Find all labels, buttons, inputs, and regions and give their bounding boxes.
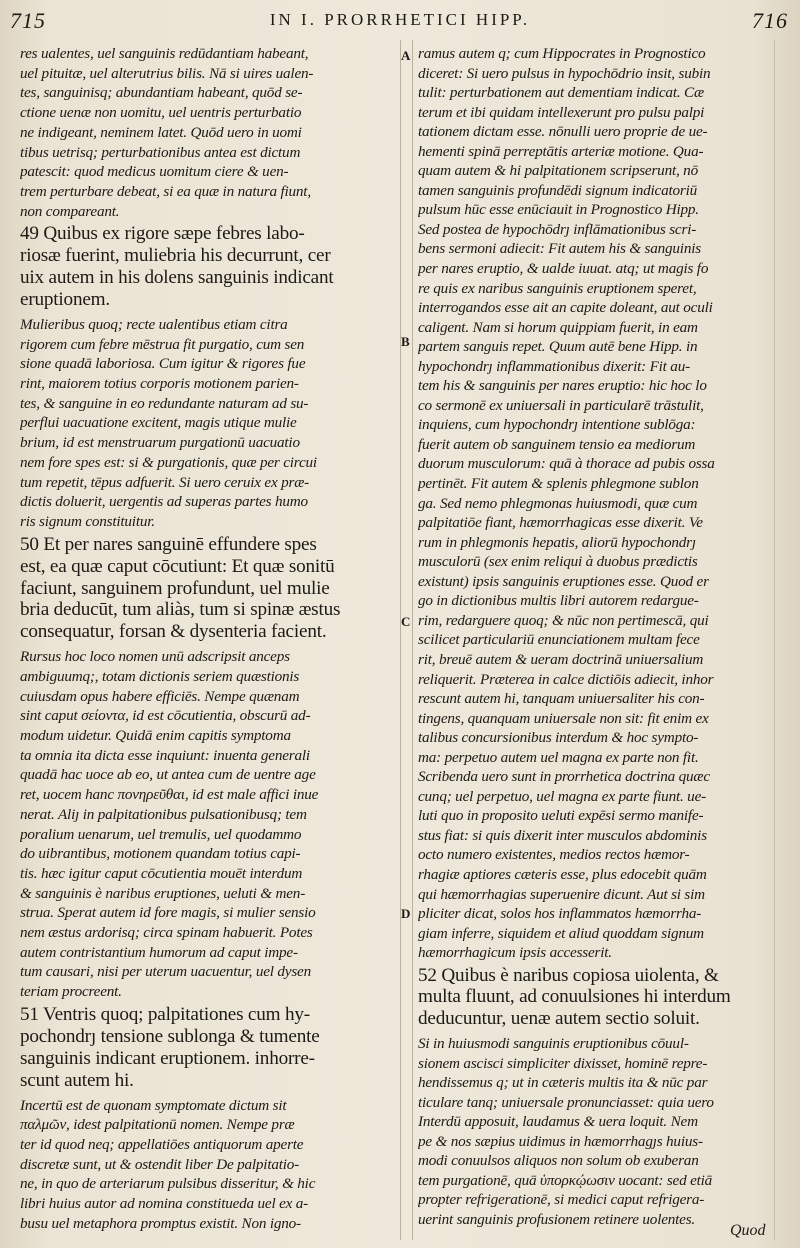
text-line: tamen sanguinis profundēdi signum indicatoriū — [418, 181, 697, 199]
text-line: Interdū apposuit, laudamus & uera loquit. Nem — [418, 1113, 698, 1131]
text-line: faciunt, sanguinem profundunt, uel mulie — [20, 577, 330, 599]
text-line: patescit: quod medicus uomitum ciere & uen- — [20, 163, 289, 181]
running-head: IN I. PRORRHETICI HIPP. — [269, 10, 531, 29]
text-line: rhagiæ aptiores cæteris esse, plus edocebit quām — [418, 865, 707, 883]
text-line: rigorem cum febre mēstrua fit purgatio, cum sen — [20, 335, 305, 353]
text-line: palpitatiōe fiant, hæmorrhagicas esse dixerit. Ve — [418, 514, 703, 532]
text-line: tationem dictam esse. nōnulli uero proprie de ue- — [418, 123, 708, 141]
text-line: duorum musculorum: quā à thorace ad pubis ossa — [418, 455, 715, 473]
text-line: do uibrantibus, motionem quandam totius capi- — [20, 845, 301, 863]
text-line: Mulieribus quoq; recte ualentibus etiam citra — [20, 315, 288, 333]
text-line: ambiguumq;, totam dictionis seriem quæstionis — [20, 667, 300, 685]
text-line: propter refrigerationē, si medici caput refrigera- — [418, 1191, 705, 1209]
text-line: diceret: Si uero pulsus in hypochōdrio insit, subin — [418, 64, 711, 82]
margin-rule — [774, 40, 775, 1240]
left-column — [20, 44, 394, 1233]
text-line: riosæ fuerint, muliebria his decurrunt, cer — [20, 245, 331, 267]
text-line: Sed postea de hypochōdrȷ inflāmationibus scri- — [418, 220, 697, 238]
text-line: cuiusdam opus habere efficiēs. Nempe quænam — [20, 687, 300, 705]
text-line: autem contristantium humorum ad caput impe- — [20, 943, 298, 961]
text-line: rum in phlegmonis hepatis, aliorū hypochondrȷ — [418, 533, 696, 551]
page-number-right: 716 — [752, 8, 788, 33]
text-line: Si in huiusmodi sanguinis eruptionibus cōuul- — [418, 1034, 689, 1052]
text-line: deducuntur, uenæ autem sectio soluit. — [418, 1008, 700, 1030]
text-line: nem æstus ardorisq; circa spinam habuerit. Potes — [20, 924, 313, 942]
page-header — [0, 0, 800, 42]
text-line: bens sermoni adiecit: Fit autem his & sanguinis — [418, 240, 701, 258]
text-line: modum uidetur. Quidā enim capitis symptoma — [20, 727, 291, 745]
text-line: ret, uocem hanc πονηρεῦθαι, id est male affici inue — [20, 786, 319, 804]
text-line: scilicet particulariū enunciationem multam fece — [418, 631, 700, 649]
text-line: pertinēt. Fit autem & splenis phlegmone sublon — [418, 475, 699, 493]
text-line: tingens, quanquam uniuersale non sit: fit enim ex — [418, 709, 709, 727]
left-paragraph-2 — [20, 315, 394, 532]
text-line: quadā hac uoce ab eo, ut antea cum de uentre age — [20, 766, 316, 784]
column-rule-left — [400, 40, 402, 1240]
text-line: cunq; uel perpetuo, uel magna ex parte fiunt. ue- — [418, 787, 706, 805]
margin-marker-b: B — [401, 334, 410, 349]
text-line: rim, redarguere quoq; & nūc non pertimescā, qui — [418, 611, 709, 629]
text-line: terum et ibi quidam intellexerunt pro pulsu palpi — [418, 103, 705, 121]
text-line: stus fiat: si quis dixerit inter musculos abdominis — [418, 826, 707, 844]
lemma-49 — [20, 223, 394, 311]
text-line: fuerit autem ob sanguinem tensio ea mediorum — [418, 435, 696, 453]
lemma-50 — [20, 534, 394, 644]
text-line: & sanguinis è naribus eruptiones, ueluti & men- — [20, 884, 306, 902]
text-line: nem fore spes est: si & purgationis, quæ per circui — [20, 453, 317, 471]
text-line: tes, sanguinisq; abundantiam habeant, quōd se- — [20, 84, 303, 102]
text-line: strua. Sperat autem id fore magis, si mulier sensio — [20, 904, 316, 922]
text-line: giam inferre, siquidem et aliud quoddam signum — [418, 924, 704, 942]
text-line: pochondrȷ tensione sublonga & tumente — [20, 1025, 320, 1047]
text-line: non compareant. — [20, 202, 120, 220]
text-line: quam autem & hi palpitationem scripserunt, nō — [418, 162, 698, 180]
text-line: musculorū (sex enim reliqui à duobus prædictis — [418, 553, 698, 571]
text-line: ter id quod neq; appellatiōes antiquorum aperte — [20, 1135, 304, 1153]
text-line: uerint sanguinis profusionem retinere uolentes. — [418, 1210, 696, 1228]
text-line: tis. hæc igitur caput cōcutientia mouēt interdum — [20, 864, 303, 882]
text-line: res ualentes, uel sanguinis redūdantiam habeant, — [20, 45, 309, 62]
text-line: rint, maiorem totius corporis motionem parien- — [20, 375, 299, 393]
text-line: scunt autem hi. — [20, 1069, 134, 1091]
text-line: nerat. Aliȷ in palpitationibus pulsationibusq; tem — [20, 805, 307, 823]
lemma-52 — [418, 965, 764, 1030]
text-line: tes, & sanguine in eo redundante naturam ad su- — [20, 394, 309, 412]
text-line: tulit: perturbationem aut dementiam indicat. Cæ — [418, 84, 704, 102]
text-line: pliciter dicat, solos hos inflammatos hæmorrha- — [418, 905, 702, 923]
text-line: ne indigeant, neminem latet. Quōd uero in uomi — [20, 123, 302, 141]
right-paragraph-1 — [418, 44, 764, 963]
text-line: tem purgationē, quā ὑπορκῴωσιν uocant: sed etiā — [418, 1171, 713, 1189]
text-line: multa fluunt, ad conuulsiones hi interdum — [418, 986, 731, 1008]
text-line: octo numero existentes, medios rectos hæmor- — [418, 846, 690, 864]
text-line: trem perturbare debeat, si ea quæ in natura fiunt, — [20, 182, 311, 200]
text-line: 52 Quibus è naribus copiosa uiolenta, & — [418, 964, 719, 986]
text-line: dictis doluerit, uergentis ad superas partes humo — [20, 493, 308, 511]
text-line: inquiens, cum hypochondrȷ intentione sublōga: — [418, 416, 696, 434]
left-paragraph-4 — [20, 1096, 394, 1234]
text-line: discretæ sunt, ut & ostendit liber De palpitatio- — [20, 1155, 300, 1173]
text-line: sione quadā laboriosa. Cum igitur & rigores fue — [20, 355, 306, 373]
text-line: ticulare tanq; uniuersale pronunciasset: quia uero — [418, 1093, 714, 1111]
text-line: Scribenda uero sunt in prorrhetica doctrina quæc — [418, 768, 710, 786]
margin-marker-c: C — [401, 614, 411, 629]
text-line: hendissemus q; ut in cæteris multis ita & nūc par — [418, 1074, 708, 1092]
text-line: tum repetit, tēpus adfuerit. Si uero ceruix ex præ- — [20, 473, 309, 491]
text-line: per nares eruptio, & ualde iuuat. atq; ut magis fo — [418, 260, 709, 278]
text-line: sanguinis indicant eruptionem. inhorre- — [20, 1047, 315, 1069]
text-line: ne, in quo de arteriarum pulsibus disseritur, & hic — [20, 1175, 316, 1193]
text-line: busu uel metaphora promptus existit. Non igno- — [20, 1214, 301, 1232]
text-line: co sermonē ex uniuersali in particularē trāstulit, — [418, 396, 704, 414]
text-line: hypochondrȷ inflammationibus dixerit: Fit au- — [418, 357, 690, 375]
text-line: existunt) ipsis sanguinis eruptiones esse. Quod er — [418, 572, 709, 590]
text-line: consequatur, forsan & dysenteria facient. — [20, 621, 327, 643]
text-line: est, ea quæ caput cōcutiunt: Et quæ sonitū — [20, 555, 335, 577]
text-line: talibus concursionibus interdum & hoc sympto- — [418, 729, 699, 747]
text-line: caligent. Nam si horum quippiam fuerit, in eam — [418, 318, 698, 336]
text-line: ma: perpetuo autem uel magna ex parte non fit. — [418, 748, 699, 766]
text-line: poralium uenarum, uel tremulis, uel quodammo — [20, 825, 302, 843]
text-line: perflui uacuatione excitent, magis utique mulie — [20, 414, 297, 432]
text-line: 50 Et per nares sanguinē effundere spes — [20, 533, 317, 555]
text-line: 51 Ventris quoq; palpitationes cum hy- — [20, 1003, 310, 1025]
right-column — [418, 44, 764, 1229]
text-line: eruptionem. — [20, 289, 110, 311]
text-line: tibus uetrisq; perturbationibus antea est dictum — [20, 143, 301, 161]
text-line: hementi spinā perreptātis arteriæ motione. Qua- — [418, 142, 704, 160]
text-line: Incertū est de quonam symptomate dictum sit — [20, 1096, 287, 1114]
text-line: pe & nos sæpius uidimus in hæmorrhagȷs huius- — [418, 1132, 703, 1150]
text-line: rescunt autem hi, tanquam uniuersaliter his con- — [418, 690, 705, 708]
text-line: sint caput σείοντα, id est cōcutientia, obscurū ad- — [20, 707, 311, 725]
page-number-left: 715 — [10, 8, 46, 33]
text-line: luti quo in proposito ueluti expēsi sermo manife- — [418, 807, 704, 825]
text-line: brium, id est menstruarum purgationū uacuatio — [20, 434, 300, 452]
margin-marker-d: D — [401, 906, 411, 921]
lemma-51 — [20, 1004, 394, 1092]
text-line: bria deducūt, tum aliàs, tum si spinæ æstus — [20, 599, 341, 621]
text-line: hæmorrhagicum ipsis accesserit. — [418, 944, 612, 962]
text-line: modi conuulsos aliquos non solum ob exuberan — [418, 1152, 699, 1170]
text-line: re quis ex naribus sanguinis eruptionem speret, — [418, 279, 697, 297]
text-line: pulsum hūc esse enūciauit in Prognostico Hipp. — [418, 201, 699, 219]
text-line: Rursus hoc loco nomen unū adscripsit anceps — [20, 648, 290, 666]
left-paragraph-3 — [20, 647, 394, 1002]
text-line: rit, breuē autem & ueram doctrinā uniuersalium — [418, 650, 704, 668]
right-paragraph-2 — [418, 1034, 764, 1229]
text-line: interrogandos esse ait an capite doleant, aut oculi — [418, 299, 713, 317]
text-line: reliquerit. Præterea in calce dictiōis adiecit, inhor — [418, 670, 714, 688]
column-rule-right — [412, 40, 414, 1240]
text-line: sionem ascisci simpliciter dixisset, hominē repre- — [418, 1054, 708, 1072]
text-line: go in dictionibus multis libri autorem redargue- — [418, 592, 699, 610]
text-line: tem his & sanguinis per nares eruptio: hic hoc lo — [418, 377, 707, 395]
text-line: ta omnia ita dicta esse inquiunt: inuenta generali — [20, 746, 310, 764]
text-line: ga. Sed nemo phlegmonas huiusmodi, quæ cum — [418, 494, 698, 512]
text-line: tum causari, nisi per uterum uacuentur, uel dysen — [20, 963, 311, 981]
catchword: Quod — [730, 1222, 766, 1239]
text-line: ramus autem q; cum Hippocrates in Prognostico — [418, 45, 706, 62]
text-line: ctione uenæ non uomitu, uel uentris perturbatio — [20, 104, 302, 122]
margin-marker-a: A — [401, 48, 411, 63]
left-paragraph-1 — [20, 44, 394, 221]
text-line: partem sanguis repet. Quum autē bene Hipp. in — [418, 338, 698, 356]
text-line: 49 Quibus ex rigore sæpe febres labo- — [20, 223, 305, 245]
text-line: uel pituitæ, uel alterutrius bilis. Nā si uires ualen- — [20, 64, 314, 82]
text-line: teriam procreent. — [20, 983, 122, 1001]
text-line: παλμῶν, idest palpitationū nomen. Nempe præ — [20, 1116, 295, 1134]
text-line: libri huius autor ad nomina constitueda uel ex a- — [20, 1195, 309, 1213]
text-line: qui hæmorrhagias superuenire dicunt. Aut si sim — [418, 885, 705, 903]
text-line: ris signum constituitur. — [20, 512, 155, 530]
text-line: uix autem in his dolens sanguinis indicant — [20, 267, 334, 289]
